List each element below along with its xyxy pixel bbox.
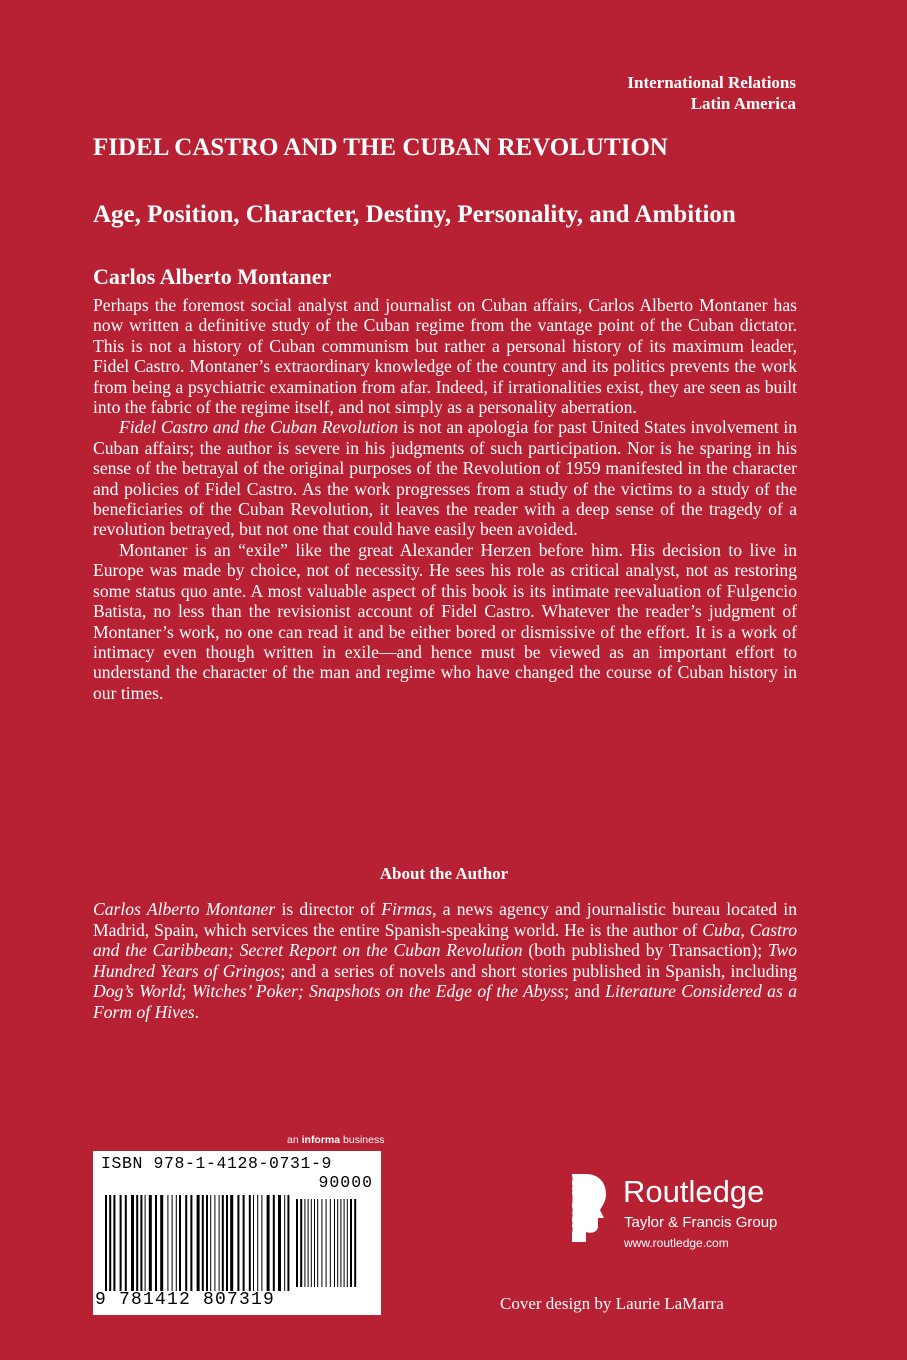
barcode-bar	[145, 1195, 146, 1291]
about-book-5: Literature Considered as a Form of Hives	[93, 981, 797, 1022]
barcode-bar	[120, 1195, 122, 1291]
publisher-url: www.routledge.com	[624, 1236, 729, 1250]
description-paragraph-2	[93, 417, 797, 539]
barcode-bar	[314, 1199, 315, 1287]
barcode-bar	[311, 1199, 312, 1287]
barcode-addon-bars	[296, 1199, 366, 1287]
isbn-barcode	[93, 1151, 381, 1315]
barcode-bar	[243, 1195, 245, 1291]
barcode-addon-number: 90000	[318, 1173, 373, 1192]
barcode-bar	[172, 1195, 173, 1291]
barcode-bar	[160, 1195, 163, 1291]
barcode-bar	[210, 1195, 211, 1291]
barcode-bar	[109, 1195, 111, 1291]
about-text-1: is director of	[275, 899, 382, 919]
about-book-4: Witches’ Poker; Snapshots on the Edge of the Abyss	[191, 981, 565, 1002]
book-title: FIDEL CASTRO AND THE CUBAN REVOLUTION	[93, 134, 668, 161]
subject-category	[627, 72, 796, 114]
barcode-bar	[136, 1195, 138, 1291]
informa-business-label	[287, 1134, 384, 1146]
about-text-4: ; and a series of novels and short stories published in Spanish, including	[280, 960, 797, 981]
description-paragraph-2-text: is not an apologia for past United States involvement in Cuban affairs; the author is severe in his judgments of such participation. Nor is he sparing in his sense of the betrayal of the original purposes of the Revolution of 1959 manifested in the character and policies of Fidel Castro. As the work progresses from a study of the victims to a study of the beneficiaries of the Cuban Revolution, it leaves the reader with a deep sense of the tragedy of a revolution betrayed, but not one that could have easily been avoided.	[93, 417, 798, 540]
barcode-bar	[257, 1195, 258, 1291]
barcode-bar	[350, 1199, 352, 1287]
barcode-bar	[105, 1195, 107, 1291]
barcode-bar	[287, 1195, 289, 1291]
barcode-bar	[261, 1195, 262, 1291]
barcode-bar	[140, 1195, 142, 1291]
barcode-bar	[347, 1199, 348, 1287]
description-paragraph-1: Perhaps the foremost social analyst and journalist on Cuban affairs, Carlos Alberto Montaner has now written a definitive study of the Cuban regime from the vantage point of the Cuban dictator. This is not a history of Cuban communism but rather a personal history of its maximum leader, Fidel Castro. Montaner’s extraordinary knowledge of the country and its politics prevents the work from being a psychiatric examination from afar. Indeed, if irrationalities exist, they are seen as built into the fabric of the regime itself, and not simply as a personality aberration.	[93, 295, 797, 418]
barcode-bar	[321, 1199, 322, 1287]
barcode-bar	[344, 1199, 345, 1287]
barcode-bar	[226, 1195, 228, 1291]
barcode-main-bars	[105, 1195, 291, 1291]
barcode-bar	[167, 1195, 168, 1291]
barcode-bar	[237, 1195, 239, 1291]
description-paragraph-3: Montaner is an “exile” like the great Alexander Herzen before him. His decision to live in Europe was made by choice, not of necessity. He sees his role as critical analyst, not as restoring some status quo ante. A most valuable aspect of this book is its intimate reevaluation of Fulgencio Batista, no less than the revisionist account of Fidel Castro. Whatever the reader’s judgment of Montaner’s work, no one can read it and be either bored or dismissive of the effort. It is a work of intimacy even though written in exile—and hence must be viewed as an important effort to understand the character of the man and regime who have changed the course of Cuban history in our times.	[93, 539, 797, 703]
description-book-title: Fidel Castro and the Cuban Revolution	[119, 417, 399, 438]
barcode-bar	[202, 1195, 204, 1291]
publisher-group: Taylor & Francis Group	[624, 1214, 778, 1231]
barcode-bar	[340, 1199, 341, 1287]
publisher-name: Routledge	[623, 1174, 765, 1209]
book-description	[93, 295, 797, 703]
barcode-bar	[249, 1195, 251, 1291]
barcode-bar	[185, 1195, 187, 1291]
about-author-text	[93, 899, 797, 1023]
barcode-bar	[253, 1195, 254, 1291]
about-author-heading: About the Author	[379, 864, 509, 883]
barcode-bar	[330, 1199, 331, 1287]
barcode-bar	[273, 1195, 275, 1291]
barcode-bar	[222, 1195, 224, 1291]
informa-suffix: business	[340, 1134, 385, 1146]
barcode-bar	[113, 1195, 115, 1291]
barcode-bar	[176, 1195, 177, 1291]
about-book-1: Cuba, Castro and the Caribbean; Secret Report on the Cuban Revolution	[93, 919, 797, 961]
about-book-3: Dog’s World	[93, 981, 182, 1002]
barcode-bar	[284, 1195, 285, 1291]
book-author: Carlos Alberto Montaner	[93, 264, 332, 289]
cover-design-credit: Cover design by Laurie LaMarra	[500, 1294, 724, 1313]
barcode-bar	[337, 1199, 338, 1287]
about-text-6: ; and	[564, 981, 606, 1002]
barcode-bar	[304, 1199, 305, 1287]
barcode-bar	[206, 1195, 208, 1291]
barcode-bar	[230, 1195, 233, 1291]
barcode-bar	[214, 1195, 215, 1291]
about-text-7: .	[194, 1001, 200, 1022]
informa-brand: informa	[301, 1134, 341, 1146]
barcode-bar	[149, 1195, 152, 1291]
logo-vertical-text: ROUTLEDGE	[564, 1176, 574, 1233]
about-author-name: Carlos Alberto Montaner	[93, 899, 276, 919]
barcode-bar	[326, 1199, 327, 1287]
book-subtitle: Age, Position, Character, Destiny, Personality, and Ambition	[93, 201, 736, 228]
barcode-bar	[131, 1195, 134, 1291]
barcode-bar	[300, 1199, 302, 1287]
barcode-bar	[296, 1199, 298, 1287]
ean-digits: 9 781412 807319	[95, 1290, 276, 1310]
barcode-bar	[125, 1195, 127, 1291]
barcode-bar	[317, 1199, 318, 1287]
barcode-bar	[190, 1195, 192, 1291]
barcode-bar	[219, 1195, 220, 1291]
barcode-bar	[334, 1199, 335, 1287]
barcode-bar	[354, 1199, 356, 1287]
barcode-bar	[197, 1195, 200, 1291]
about-text-2: , a news agency and journalistic bureau located in Madrid, Spain, which services the entire Spanish-speaking world. He is the author of	[93, 899, 797, 940]
about-text-5: ;	[181, 981, 192, 1002]
about-firmas: Firmas	[381, 899, 433, 919]
category-line-1: International Relations	[627, 73, 796, 92]
barcode-bar	[308, 1199, 309, 1287]
informa-prefix: an	[287, 1134, 302, 1146]
about-text-3: (both published by Transaction);	[522, 940, 768, 961]
routledge-logo-icon	[556, 1168, 616, 1248]
barcode-bar	[278, 1195, 281, 1291]
barcode-bar	[155, 1195, 157, 1291]
barcode-bar	[179, 1195, 181, 1291]
category-line-2: Latin America	[690, 94, 796, 113]
isbn-number: ISBN 978-1-4128-0731-9	[101, 1154, 333, 1173]
barcode-bar	[267, 1195, 270, 1291]
about-book-2: Two Hundred Years of Gringos	[93, 940, 797, 981]
